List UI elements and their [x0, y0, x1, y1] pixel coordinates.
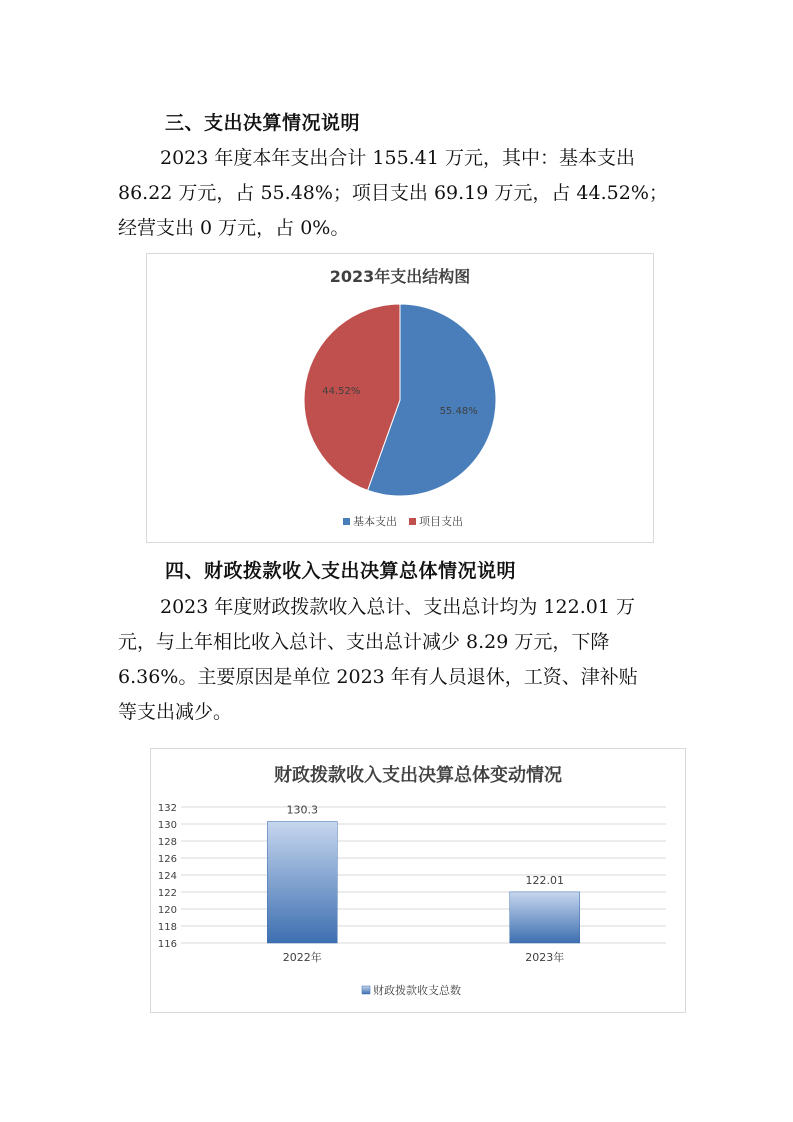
section4-line-3: 6.36%。主要原因是单位 2023 年有人员退休，工资、津补贴	[118, 666, 638, 688]
pie-chart	[147, 254, 653, 542]
bar-ytick-5: 122	[157, 888, 177, 899]
section4-paragraph	[118, 590, 678, 730]
pie-slice-label-1: 44.52%	[322, 385, 361, 397]
bar-chart	[151, 749, 685, 1012]
section4-heading: 四、财政拨款收入支出决算总体情况说明	[165, 560, 517, 582]
bar-chart-container	[150, 748, 686, 1013]
pie-chart-container	[146, 253, 654, 543]
bar-ytick-3: 126	[157, 854, 177, 865]
section3-line-1: 2023 年度本年支出合计 155.41 万元，其中：基本支出	[160, 147, 635, 169]
bar-ytick-8: 116	[157, 939, 177, 950]
bar-ytick-2: 128	[157, 837, 177, 848]
bar-ytick-0: 132	[157, 803, 177, 814]
bar-1	[510, 892, 580, 943]
bar-value-label-0: 130.3	[286, 803, 318, 817]
pie-chart-title: 2023年支出结构图	[329, 267, 471, 286]
bar-legend-swatch	[362, 986, 370, 994]
bar-chart-title: 财政拨款收入支出决算总体变动情况	[274, 765, 562, 786]
bar-ytick-7: 118	[157, 922, 177, 933]
bar-ytick-6: 120	[157, 905, 177, 916]
section3-line-3: 经营支出 0 万元，占 0%。	[118, 217, 350, 239]
section3-paragraph	[118, 141, 678, 246]
bar-ytick-1: 130	[157, 820, 177, 831]
pie-slice-label-0: 55.48%	[439, 406, 478, 418]
bar-xtick-0: 2022年	[282, 951, 322, 964]
section4-line-1: 2023 年度财政拨款收入总计、支出总计均为 122.01 万	[160, 596, 635, 618]
bar-legend-label: 财政拨款收支总数	[373, 984, 461, 997]
section4-line-4: 等支出减少。	[118, 701, 233, 723]
pie-legend-label-1: 项目支出	[419, 515, 463, 528]
section3-heading: 三、支出决算情况说明	[165, 112, 361, 134]
section4-line-2: 元，与上年相比收入总计、支出总计减少 8.29 万元，下降	[118, 631, 610, 653]
bar-ytick-4: 124	[157, 871, 177, 882]
bar-value-label-1: 122.01	[525, 873, 564, 887]
pie-legend-swatch-0	[343, 518, 350, 525]
pie-legend-label-0: 基本支出	[353, 515, 397, 528]
bar-0	[267, 821, 337, 943]
pie-legend-swatch-1	[409, 518, 416, 525]
bar-xtick-1: 2023年	[525, 951, 565, 964]
section3-line-2: 86.22 万元，占 55.48%；项目支出 69.19 万元，占 44.52%；	[118, 182, 668, 204]
